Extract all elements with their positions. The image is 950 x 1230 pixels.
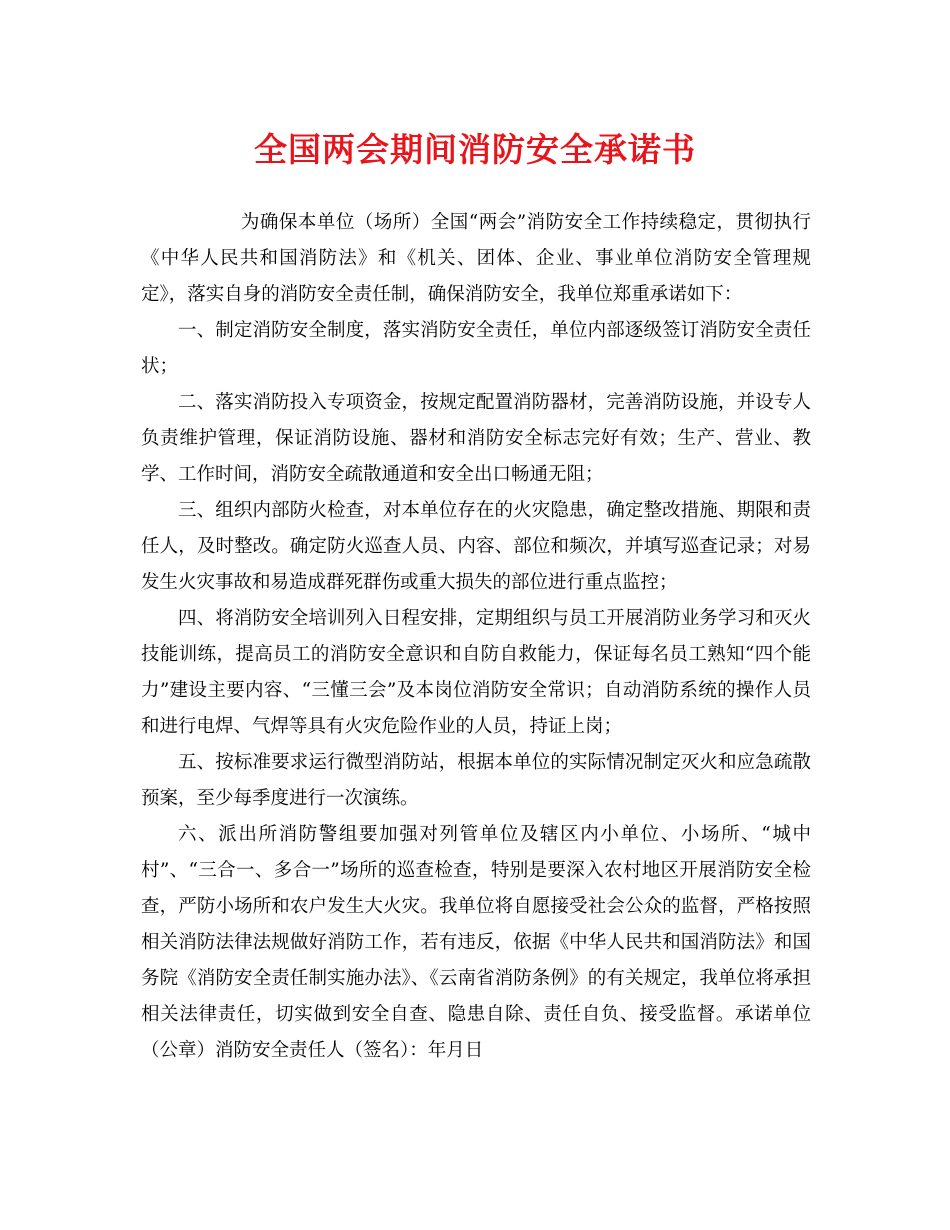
commitment-item-4: 四、将消防安全培训列入日程安排，定期组织与员工开展消防业务学习和灭火技能训练，提高员工的消防安全意识和自防自救能力，保证每名员工熟知“四个能力”建设主要内容、“三懂三会”及本岗位消防安全常识；自动消防系统的操作人员和进行电焊、气焊等具有火灾危险作业的人员，持证上岗； <box>141 608 811 737</box>
document-title: 全国两会期间消防安全承诺书 <box>254 130 696 169</box>
commitment-item-5: 五、按标准要求运行微型消防站，根据本单位的实际情况制定灭火和应急疏散预案，至少每季度进行一次演练。 <box>141 752 811 809</box>
commitment-item-2: 二、落实消防投入专项资金，按规定配置消防器材，完善消防设施，并设专人负责维护管理，保证消防设施、器材和消防安全标志完好有效；生产、营业、教学、工作时间，消防安全疏散通道和安全出口畅通无阻； <box>141 392 811 485</box>
commitment-item-1: 一、制定消防安全制度，落实消防安全责任，单位内部逐级签订消防安全责任状； <box>141 320 811 377</box>
commitment-item-3: 三、组织内部防火检查，对本单位存在的火灾隐患，确定整改措施、期限和责任人，及时整改。确定防火巡查人员、内容、部位和频次，并填写巡查记录；对易发生火灾事故和易造成群死群伤或重大损失的部位进行重点监控； <box>141 500 811 593</box>
intro-paragraph: 为确保本单位（场所）全国“两会”消防安全工作持续稳定，贯彻执行《中华人民共和国消防法》和《机关、团体、企业、事业单位消防安全管理规定》，落实自身的消防安全责任制，确保消防安全，我单位郑重承诺如下： <box>141 212 811 305</box>
document-body <box>141 205 811 1069</box>
commitment-item-6: 六、派出所消防警组要加强对列管单位及辖区内小单位、小场所、“城中村”、“三合一、多合一”场所的巡查检查，特别是要深入农村地区开展消防安全检查，严防小场所和农户发生大火灾。我单位将自愿接受社会公众的监督，严格按照相关消防法律法规做好消防工作，若有违反，依据《中华人民共和国消防法》和国务院《消防安全责任制实施办法》、《云南省消防条例》的有关规定，我单位将承担相关法律责任，切实做到安全自查、隐患自除、责任自负、接受监督。承诺单位（公章）消防安全责任人（签名）：年月日 <box>141 824 811 1061</box>
